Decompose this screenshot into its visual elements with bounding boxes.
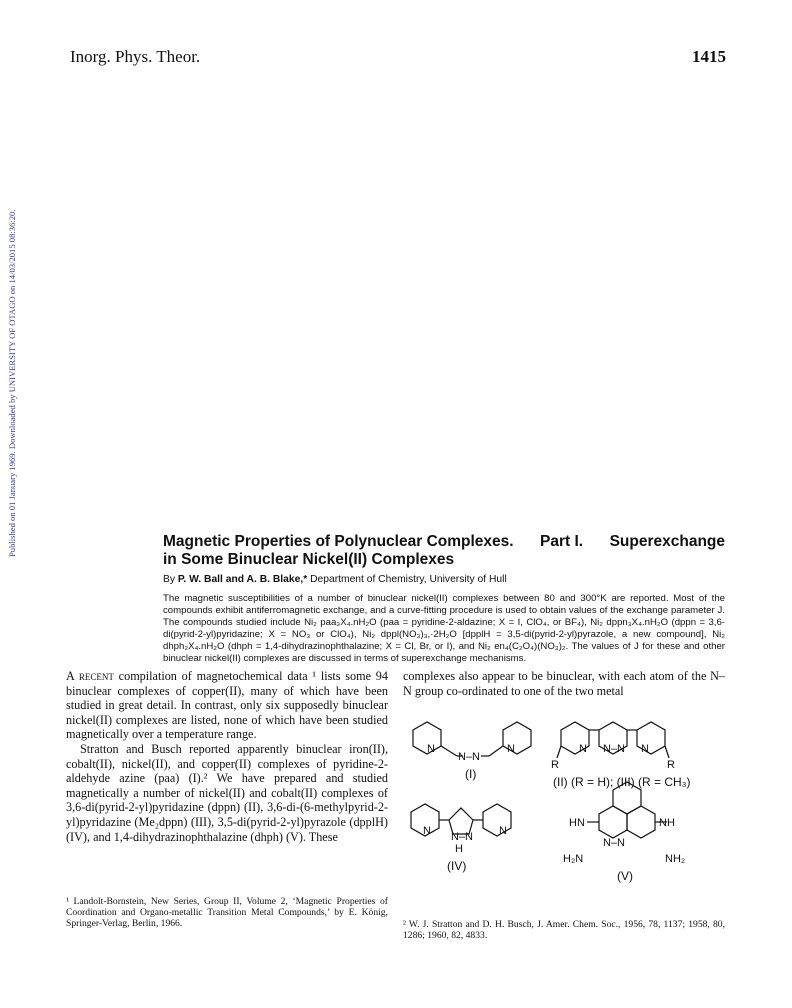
paragraph-intro — [66, 669, 388, 742]
atom-H-IV: H — [455, 843, 463, 855]
abstract: The magnetic susceptibilities of a number of binuclear nickel(II) complexes between 80 and 300°K are reported. Most of the compounds exhibit antiferromagnetic exchange, and a curve-fitting procedure is used to obtain values of the exchange parameter J. The compounds studied include Ni₂ paa₃X₄.nH₂O (paa = pyridine-2-aldazine; X = I, ClO₄, or BF₄), Ni₂ dppn₃X₄.nH₂O (dppn = 3,6-di(pyrid-2-yl)pyridazine; X = NO₃ or ClO₄), Ni₂ dppl(NO₃)₃,·2H₂O [dpplH = 3,5-di(pyrid-2-yl)pyrazole, a new compound], Ni₂ dhph₂X₄.nH₂O (dhph = 1,4-dihydrazinophthalazine; X = Cl, Br, or I), and Ni₂ en₄(C₂O₄)(NO₃)₂. The values of J for these and other binuclear nickel(II) complexes are discussed in terms of superexchange mechanisms. — [163, 593, 725, 664]
atom-N-II-right: N — [641, 743, 649, 755]
phthalazine-ring-V-right — [627, 806, 655, 838]
paragraph-lead: A recent — [66, 669, 114, 683]
atom-NH: NH — [659, 817, 675, 829]
atom-NH2: NH₂ — [665, 853, 686, 865]
atom-NN-I: N–N — [458, 751, 481, 763]
atom-NN-IV: N–N — [451, 831, 474, 843]
atom-HN: HN — [569, 817, 585, 829]
article-title — [163, 533, 725, 569]
atom-N-I-right: N — [507, 743, 515, 755]
body-column-right — [403, 669, 725, 698]
byline — [163, 574, 507, 585]
paragraph-intro-text: compilation of magnetochemical data ¹ lists some 94 binuclear complexes of copper(II), many of which have been studied in great detail. In contrast, only six supposedly binuclear nickel(II) complexes are listed, none of which have been studied magnetically over a temperature range. — [66, 669, 388, 742]
phthalazine-ring-V-left — [599, 806, 627, 838]
atom-R-left: R — [551, 759, 559, 771]
paragraph-continued: complexes also appear to be binuclear, with each atom of the N–N group co-ordinated to one of the two metal — [403, 669, 725, 698]
footnote-2: ² W. J. Stratton and D. H. Busch, J. Amer. Chem. Soc., 1956, 78, 1137; 1958, 80, 1286; 1960, 82, 4833. — [403, 919, 725, 941]
paragraph-stratton: Stratton and Busch reported apparently binuclear iron(II), cobalt(II), nickel(II), and copper(II) complexes of pyridine-2-aldehyde azine (paa) (I).² We have prepared and studied magnetically a number of nickel(II) and cobalt(II) complexes of 3,6-di(pyrid-2-yl)pyridazine (dppn) (II), 3,6-di-(6-methylpyrid-2-yl)pyridazine (Me₂dppn) (III), 3,5-di(pyrid-2-yl)pyrazole (dpplH) (IV), and 1,4-dihydrazinophthalazine (dhph) (V). These — [66, 741, 388, 844]
label-V: (V) — [617, 869, 633, 883]
label-IV: (IV) — [447, 859, 467, 873]
label-II-III: (II) (R = H); (III) (R = CH₃) — [553, 775, 691, 789]
footnote-1: ¹ Landolt-Bornstein, New Series, Group II, Volume 2, ‘Magnetic Properties of Coordination and Organo-metallic Transition Metal Compounds,’ by E. König, Springer-Verlag, Berlin, 1966. — [66, 896, 388, 929]
title-tail: Superexchange — [609, 533, 725, 550]
affiliation: Department of Chemistry, University of Hull — [307, 574, 507, 585]
atom-NN-II: N–N — [603, 743, 626, 755]
atom-N-IV-left: N — [423, 825, 431, 837]
atom-N-IV-right: N — [499, 825, 507, 837]
atom-NN-V: N–N — [603, 837, 626, 849]
atom-N-I-left: N — [427, 743, 435, 755]
atom-N-II-left: N — [579, 743, 587, 755]
title-part: Part I. — [540, 533, 584, 550]
body-column-left — [66, 669, 388, 844]
page-number: 1415 — [692, 47, 726, 66]
journal-header: Inorg. Phys. Theor. — [70, 47, 201, 66]
atom-R-right: R — [667, 759, 675, 771]
title-line-2: in Some Binuclear Nickel(II) Complexes — [163, 551, 455, 568]
byline-prefix: By — [163, 574, 178, 585]
label-I: (I) — [465, 767, 477, 781]
atom-H2N: H₂N — [563, 853, 584, 865]
title-line-1: Magnetic Properties of Polynuclear Complexes. — [163, 533, 514, 550]
author-names: P. W. Ball and A. B. Blake,* — [177, 574, 308, 585]
download-watermark: Published on 01 January 1969. Downloaded by UNIVERSITY OF OTAGO on 14/03/2015 08:36:20. — [7, 209, 17, 557]
chemical-structures-figure — [403, 712, 725, 888]
